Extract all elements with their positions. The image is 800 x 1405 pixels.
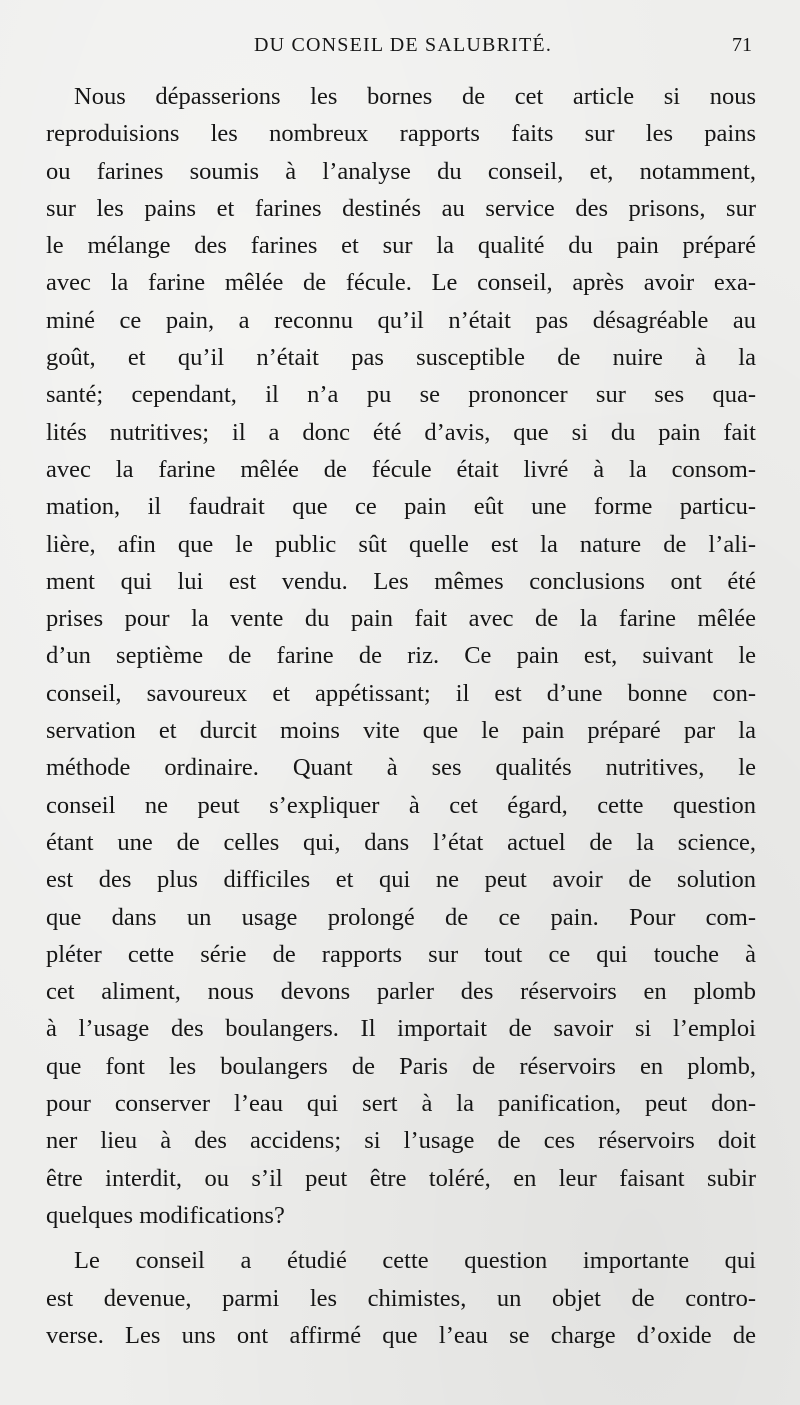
text-line: cet aliment, nous devons parler des réservoirs en plomb: [46, 978, 756, 1006]
text-line: pléter cette série de rapports sur tout ce qui touche à: [46, 940, 756, 968]
text-line: reproduisions les nombreux rapports faits sur les pains: [46, 120, 756, 148]
text-line: quelques modifications?: [46, 1201, 285, 1229]
text-line: le mélange des farines et sur la qualité du pain préparé: [46, 232, 756, 260]
text-line: prises pour la vente du pain fait avec de la farine mêlée: [46, 605, 756, 633]
text-line: ment qui lui est vendu. Les mêmes conclusions ont été: [46, 567, 756, 595]
text-line: étant une de celles qui, dans l’état actuel de la science,: [46, 828, 756, 856]
text-line: avec la farine mêlée de fécule était livré à la consom-: [46, 455, 756, 483]
page-number: 71: [732, 34, 752, 56]
text-line: que font les boulangers de Paris de réservoirs en plomb,: [46, 1052, 756, 1080]
text-line: conseil ne peut s’expliquer à cet égard, cette question: [46, 791, 756, 819]
text-line: verse. Les uns ont affirmé que l’eau se charge d’oxide de: [46, 1321, 756, 1349]
text-line: conseil, savoureux et appétissant; il est d’une bonne con-: [46, 679, 756, 707]
text-line: ou farines soumis à l’analyse du conseil, et, notamment,: [46, 157, 756, 185]
running-title: DU CONSEIL DE SALUBRITÉ.: [253, 34, 553, 56]
text-line: lités nutritives; il a donc été d’avis, que si du pain fait: [46, 418, 756, 446]
text-line: à l’usage des boulangers. Il importait de savoir si l’emploi: [46, 1015, 756, 1043]
text-line: d’un septième de farine de riz. Ce pain est, suivant le: [46, 642, 756, 670]
text-line: pour conserver l’eau qui sert à la panification, peut don-: [46, 1090, 756, 1118]
body-text: [46, 78, 756, 1354]
text-line: mation, il faudrait que ce pain eût une forme particu-: [46, 493, 756, 521]
text-line: être interdit, ou s’il peut être toléré, en leur faisant subir: [46, 1164, 756, 1192]
text-line: avec la farine mêlée de fécule. Le conseil, après avoir exa-: [46, 269, 756, 297]
text-line: ner lieu à des accidens; si l’usage de ces réservoirs doit: [46, 1127, 756, 1155]
paragraph-2: [46, 1242, 756, 1354]
text-line: méthode ordinaire. Quant à ses qualités nutritives, le: [46, 754, 756, 782]
text-line: servation et durcit moins vite que le pain préparé par la: [46, 717, 756, 745]
text-line: est devenue, parmi les chimistes, un objet de contro-: [46, 1284, 756, 1312]
text-line: santé; cependant, il n’a pu se prononcer sur ses qua-: [46, 381, 756, 409]
text-line: lière, afin que le public sût quelle est la nature de l’ali-: [46, 530, 756, 558]
text-line: miné ce pain, a reconnu qu’il n’était pas désagréable au: [46, 306, 756, 334]
running-head: [48, 34, 758, 68]
text-line: est des plus difficiles et qui ne peut avoir de solution: [46, 866, 756, 894]
text-line: Le conseil a étudié cette question importante qui: [74, 1247, 756, 1275]
paragraph-1: [46, 78, 756, 1234]
text-line: que dans un usage prolongé de ce pain. Pour com-: [46, 903, 756, 931]
text-line: sur les pains et farines destinés au service des prisons, sur: [46, 194, 756, 222]
text-line: Nous dépasserions les bornes de cet article si nous: [74, 83, 756, 110]
text-line: goût, et qu’il n’était pas susceptible de nuire à la: [46, 344, 756, 372]
